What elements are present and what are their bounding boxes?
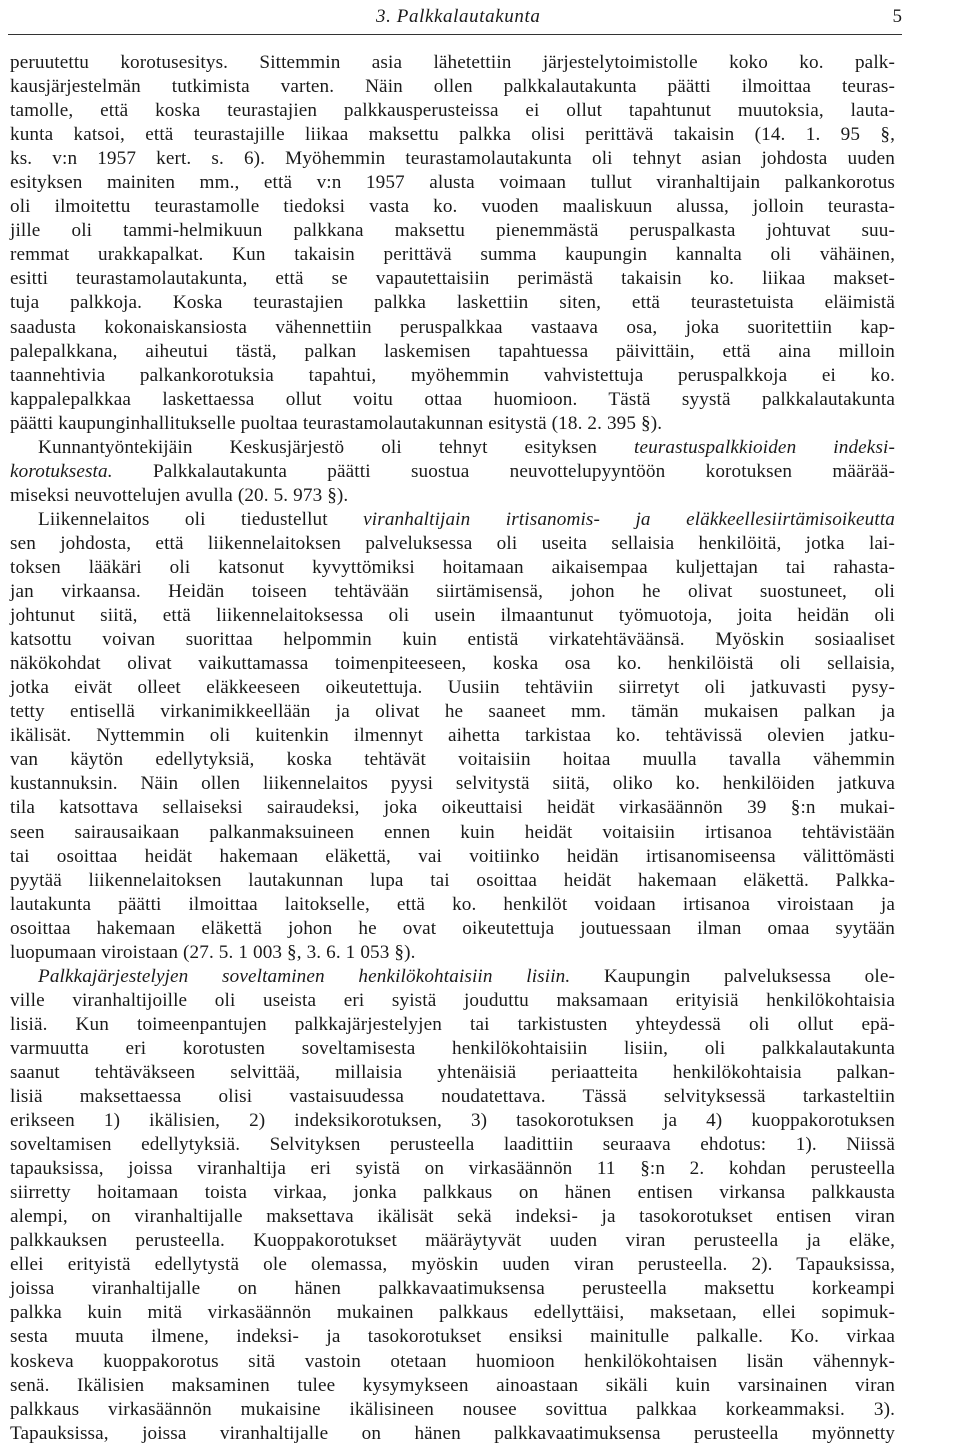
text-line	[10, 1013, 895, 1037]
text-line	[10, 965, 895, 989]
text-line	[10, 1253, 895, 1277]
text-run: luopumaan viroistaan (27. 5. 1 003 §, 3. 6. 1 053 §).	[10, 941, 416, 963]
text-run: katsottu voivan suorittaa helpommin kuin entistä virkatehtäväänsä. Myöskin sosiaaliset	[10, 629, 895, 651]
italic-text: viranhaltijain irtisanomis- ja eläkkeellesiirtämisoikeutta	[363, 508, 895, 530]
text-run: alempi, on viranhaltijalle maksettava ikälisät sekä indeksi- ja tasokorotukset entisen viran	[10, 1206, 895, 1228]
text-line	[10, 989, 895, 1013]
text-line	[10, 628, 895, 652]
text-run: näkökohdat olivat vaikuttamassa toimenpiteeseen, koska osa ko. henkilöistä oli sellaisia,	[10, 653, 895, 675]
text-run: sesta muuta ilmene, indeksi- ja tasokorotukset ensiksi mainitulle palkalle. Ko. virkaa	[10, 1326, 895, 1348]
text-run: toksen lääkäri oli katsonut kyvyttömiksi hoitamaan aikaisempaa kuljettajan tai rahasta-	[10, 556, 895, 578]
document-body	[10, 51, 895, 1446]
text-line	[10, 219, 895, 243]
text-line	[10, 1229, 895, 1253]
text-run: Liikennelaitos oli tiedustellut	[38, 508, 364, 530]
text-line	[10, 316, 895, 340]
text-run: ks. v:n 1957 kert. s. 6). Myöhemmin teurastamolautakunta oli tehnyt asian johdosta uuden	[10, 148, 895, 170]
text-line	[10, 460, 895, 484]
text-line	[10, 869, 895, 893]
text-run: kappalepalkkaa laskettaessa ollut voitu ottaa huomioon. Tästä syystä palkkalautakunta	[10, 388, 895, 410]
text-run: tamolle, että koska teurastajien palkkausperusteissa ei ollut tapahtunut muutoksia, lauta-	[10, 100, 895, 122]
text-line	[10, 99, 895, 123]
text-line	[10, 412, 895, 436]
text-run: van käytön edellytyksiä, koska tehtävät voitaisiin hoitaa muulla tavalla vähemmin	[10, 749, 895, 771]
text-run: kustannuksin. Näin ollen liikennelaitos pyysi selvitystä siitä, oliko ko. henkilöiden jatkuva	[10, 773, 895, 795]
text-line	[10, 267, 895, 291]
text-line	[10, 51, 895, 75]
text-line	[10, 845, 895, 869]
text-run: koskeva kuoppakorotus sitä vastoin otetaan huomioon henkilökohtaisen lisän vähennyk-	[10, 1350, 895, 1372]
text-run: päätti kaupunginhallitukselle puoltaa teurastamolautakunnan esitystä (18. 2. 395 §).	[10, 412, 663, 434]
text-run: erikseen 1) ikälisien, 2) indeksikorotuksen, 3) tasokorotuksen ja 4) kuoppakorotuksen	[10, 1110, 895, 1132]
text-line	[10, 1205, 895, 1229]
text-run: siirretty hoitamaan toista virkaa, jonka palkkaus on hänen entisen virkansa palkkausta	[10, 1182, 895, 1204]
text-line	[10, 1133, 895, 1157]
text-run: ikälisät. Nyttemmin oli kuitenkin ilmennyt aihetta tarkistaa ko. tehtävissä olevien jatku-	[10, 725, 895, 747]
text-run: ville viranhaltijoille oli useista eri syistä jouduttu maksamaan erityisiä henkilökohtaisia	[10, 989, 895, 1011]
text-line	[10, 340, 895, 364]
text-run: palkkaus virkasäännön mukaisine ikälisineen nousee sovittua palkkaa korkeammaksi. 3).	[10, 1398, 895, 1420]
text-line	[10, 1422, 895, 1446]
text-run: johtunut siitä, että liikennelaitoksessa oli usein ilmaantunut työmuotoja, joita heidän oli	[10, 605, 895, 627]
text-line	[10, 1350, 895, 1374]
running-header	[8, 4, 902, 35]
text-run: tapauksissa, joissa viranhaltija eri syistä on virkasäännön 11 §:n 2. kohdan perusteella	[10, 1158, 895, 1180]
text-run: esitti teurastamolautakunta, että se vapautettaisiin perimästä takaisin ko. liikaa makset-	[10, 268, 895, 290]
text-run: senä. Ikälisien maksaminen tulee kysymykseen ainoastaan sikäli kuin varsinainen viran	[10, 1374, 895, 1396]
text-line	[10, 748, 895, 772]
text-run: oli ilmoitettu teurastamolle tiedoksi vasta ko. vuoden maaliskuun alussa, jolloin teurasta-	[10, 196, 895, 218]
text-line	[10, 1181, 895, 1205]
text-run: pyytää liikennelaitoksen lautakunnan lupa tai osoittaa heidät hakemaan eläkettä. Palkka-	[10, 869, 895, 891]
text-run: peruutettu korotusesitys. Sittemmin asia lähetettiin järjestelytoimistolle koko ko. palk-	[10, 52, 895, 73]
text-line	[10, 604, 895, 628]
text-line	[10, 1325, 895, 1349]
text-run: Kaupungin palveluksessa ole-	[570, 965, 895, 987]
text-run: tuja palkkoja. Koska teurastajien palkka laskettiin siten, että teurastetuista eläimistä	[10, 292, 895, 314]
text-run: osoittaa hakemaan eläkettä johon he ovat oikeutettuja joutuessaan ilman omaa syytään	[10, 917, 895, 939]
text-run: esityksen mainiten mm., että v:n 1957 alusta voimaan tullut viranhaltijain palkankorotus	[10, 172, 895, 194]
text-line	[10, 700, 895, 724]
page-number: 5	[892, 6, 902, 27]
text-line	[10, 1037, 895, 1061]
text-line	[10, 1085, 895, 1109]
text-line	[10, 388, 895, 412]
text-line	[10, 484, 895, 508]
text-line	[10, 724, 895, 748]
text-run: palkkauksen perusteella. Kuoppakorotukset määräytyvät uuden viran perusteella ja eläke,	[10, 1230, 895, 1252]
text-run: lisiä. Kun toimeenpantujen palkkajärjestelyjen tai tarkistusten yhteydessä oli ollut epä-	[10, 1013, 895, 1035]
text-line	[10, 941, 895, 965]
text-run: palkka kuin mitä virkasäännön mukainen palkkaus edellyttäisi, maksetaan, ellei sopimuk-	[10, 1302, 895, 1324]
text-run: taannehtivia palkankorotuksia tapahtui, myöhemmin vahvistettuja peruspalkkoja ei ko.	[10, 364, 895, 386]
text-line	[10, 123, 895, 147]
text-line	[10, 796, 895, 820]
text-line	[10, 508, 895, 532]
text-run: jille oli tammi-helmikuun palkkana maksettu pienemmästä peruspalkasta johtuvat suu-	[10, 220, 895, 242]
text-run: seen sairausaikaan palkanmaksuineen ennen kuin heidät voitaisiin irtisanoa tehtävistään	[10, 821, 895, 843]
text-line	[10, 1109, 895, 1133]
text-run: miseksi neuvottelujen avulla (20. 5. 973 §).	[10, 484, 349, 506]
text-line	[10, 364, 895, 388]
text-line	[10, 821, 895, 845]
text-run: joissa viranhaltijalle on hänen palkkavaatimuksensa perusteella maksettu korkeampi	[10, 1278, 895, 1300]
text-line	[10, 171, 895, 195]
italic-text: Palkkajärjestelyjen soveltaminen henkilökohtaisiin lisiin.	[38, 965, 571, 987]
text-line	[10, 532, 895, 556]
text-line	[10, 243, 895, 267]
text-run: tai osoittaa heidät hakemaan eläkettä, vai voitiinko heidän irtisanomiseensa välittömästi	[10, 845, 895, 867]
text-run: saanut tehtäväkseen selvittää, millaisia yhtenäisiä periaatteita henkilökohtaisia palkan-	[10, 1061, 895, 1083]
text-line	[10, 652, 895, 676]
text-run: palepalkkana, aiheutui tästä, palkan laskemisen tapahtuessa päivittäin, että aina milloin	[10, 340, 895, 362]
text-line	[10, 1157, 895, 1181]
text-line	[10, 1398, 895, 1422]
text-line	[10, 75, 895, 99]
text-line	[10, 556, 895, 580]
text-run: tetty entisellä virkanimikkeellään ja olivat he saaneet mm. tämän mukaisen palkan ja	[10, 701, 895, 723]
text-line	[10, 893, 895, 917]
text-run: lautakunta päätti ilmoittaa laitokselle, että ko. henkilöt voidaan irtisanoa viroistaan ja	[10, 893, 895, 915]
text-line	[10, 195, 895, 219]
text-run: saadusta kokonaiskansiosta vähennettiin peruspalkkaa vastaava osa, joka suoritettiin kap-	[10, 316, 895, 338]
text-run: ellei erityistä edellytystä ole olemassa, myöskin uuden viran perusteella. 2). Tapauksissa,	[10, 1254, 895, 1276]
text-run: jotka eivät olleet eläkkeeseen oikeutettuja. Uusiin tehtäviin siirretyt oli jatkuvasti pysy-	[10, 677, 895, 699]
text-line	[10, 1301, 895, 1325]
text-line	[10, 1277, 895, 1301]
text-line	[10, 917, 895, 941]
text-line	[10, 147, 895, 171]
text-run: Palkkalautakunta päätti suostua neuvottelupyyntöön korotuksen määrää-	[112, 460, 895, 482]
text-run: lisiä maksettaessa olisi vastaisuudessa noudatettava. Tässä selvityksessä tarkasteltiin	[10, 1086, 895, 1108]
running-title: 3. Palkkalautakunta	[376, 6, 541, 27]
text-line	[10, 676, 895, 700]
text-run: remmat urakkapalkat. Kun takaisin perittävä summa kaupungin kannalta oli vähäinen,	[10, 244, 895, 266]
text-run: varmuutta eri korotusten soveltamisesta henkilökohtaisiin lisiin, oli palkkalautakunta	[10, 1037, 895, 1059]
italic-text: korotuksesta.	[10, 460, 113, 482]
text-run: jan virkaansa. Heidän toiseen tehtävään siirtämisensä, johon he olivat suostuneet, oli	[10, 581, 895, 603]
text-line	[10, 772, 895, 796]
text-line	[10, 1374, 895, 1398]
text-line	[10, 291, 895, 315]
text-run: Kunnantyöntekijäin Keskusjärjestö oli tehnyt esityksen	[38, 436, 635, 458]
italic-text: teurastuspalkkioiden indeksi-	[634, 436, 895, 458]
text-run: tila katsottava sellaiseksi sairaudeksi, joka oikeuttaisi heidät virkasäännön 39 §:n mukai-	[10, 797, 895, 819]
text-run: Tapauksissa, joissa viranhaltijalle on hänen palkkavaatimuksensa perusteella myönnetty	[10, 1422, 895, 1444]
text-run: soveltamisen edellytyksiä. Selvityksen perusteella laadittiin seuraava ehdotus: 1). Niissä	[10, 1134, 895, 1156]
text-line	[10, 1061, 895, 1085]
text-line	[10, 580, 895, 604]
text-run: sen johdosta, että liikennelaitoksen palveluksessa oli useita sellaisia henkilöitä, jotka lai-	[10, 532, 895, 554]
text-run: kausjärjestelmän tutkimista varten. Näin ollen palkkalautakunta päätti ilmoittaa teuras-	[10, 76, 895, 98]
text-run: kunta katsoi, että teurastajille liikaa maksettu palkka olisi perittävä takaisin (14. 1. 95 §,	[10, 124, 895, 146]
text-line	[10, 436, 895, 460]
